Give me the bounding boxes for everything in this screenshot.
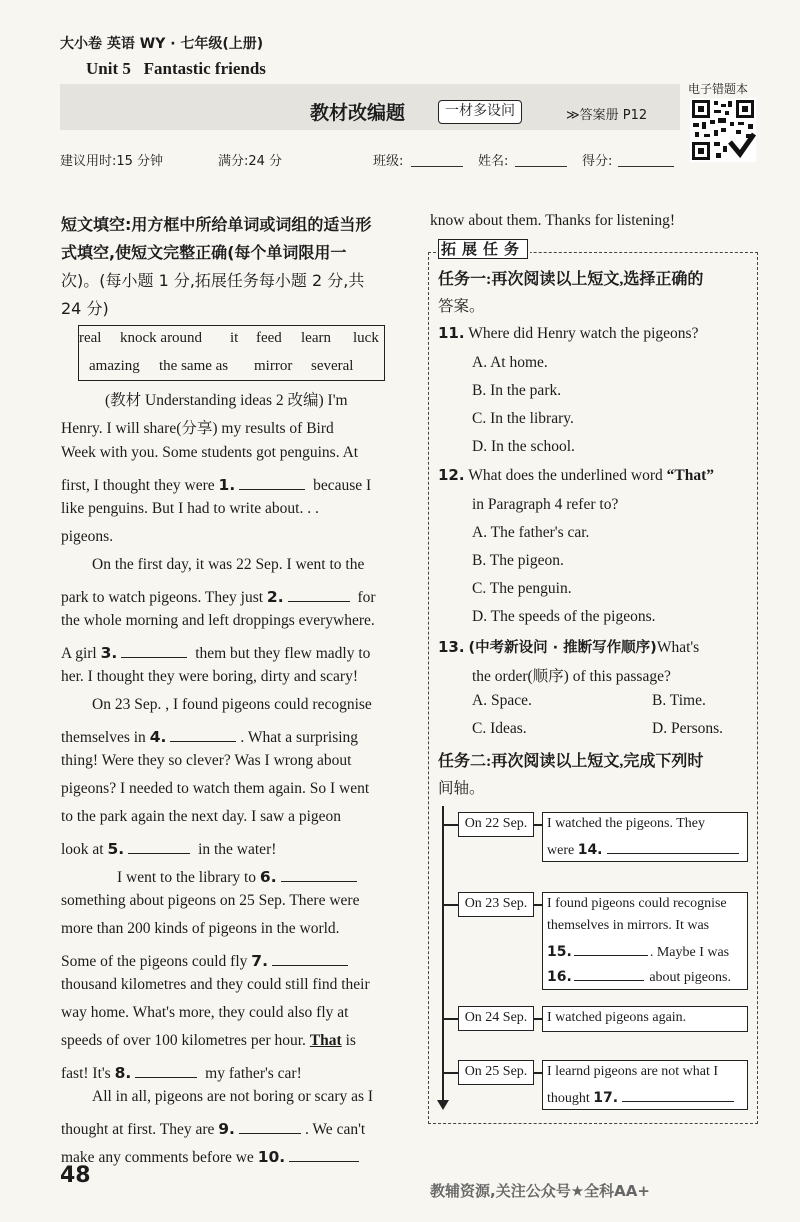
passage-line: more than 200 kinds of pigeons in the world.: [61, 920, 340, 937]
blank-10[interactable]: [289, 1144, 359, 1162]
underlined-word-that: That: [309, 1032, 342, 1049]
option-12-b[interactable]: B. The pigeon.: [472, 552, 564, 569]
passage-line: All in all, pigeons are not boring or scary as I: [92, 1088, 374, 1105]
passage-line: park to watch pigeons. They just 2. for: [61, 584, 376, 607]
timeline-date-23: On 23 Sep.: [458, 892, 534, 917]
timeline-connector: [534, 824, 542, 826]
instruction-line: 次)。(每小题 1 分,拓展任务每小题 2 分,共: [61, 271, 365, 290]
blank-7[interactable]: [272, 948, 348, 966]
word-item: mirror: [254, 358, 293, 374]
passage-line: I went to the library to 6.: [117, 864, 361, 887]
class-field[interactable]: [411, 166, 463, 167]
instruction-line: 式填空,使短文完整正确(每个单词限用一: [61, 243, 347, 262]
passage-line: to the park again the next day. I saw a pigeon: [61, 808, 342, 825]
unit-title: Fantastic friends: [143, 59, 266, 78]
blank-9[interactable]: [239, 1116, 301, 1134]
timeline-axis: [442, 806, 444, 1106]
passage-line: fast! It's 8. my father's car!: [61, 1060, 302, 1083]
blank-2[interactable]: [288, 584, 350, 602]
timeline-text: I learnd pigeons are not what I: [547, 1064, 719, 1079]
blank-1[interactable]: [239, 472, 305, 490]
passage-line: speeds of over 100 kilometres per hour. That is: [61, 1032, 356, 1049]
timeline-connector: [534, 904, 542, 906]
unit-label: [86, 59, 266, 79]
passage-line: look at 5. in the water!: [61, 836, 276, 859]
timeline-text: themselves in mirrors. It was: [547, 918, 710, 933]
timeline-text: I watched the pigeons. They: [547, 816, 705, 831]
timeline-entry-23: [542, 892, 748, 990]
word-item: real: [79, 330, 102, 346]
passage-line: pigeons.: [61, 528, 114, 545]
passage-line: themselves in 4. . What a surprising: [61, 724, 358, 747]
timeline-tick: [443, 824, 459, 826]
option-13-c[interactable]: C. Ideas.: [472, 720, 527, 737]
passage-line: know about them. Thanks for listening!: [430, 212, 676, 229]
timeline-date-24: On 24 Sep.: [458, 1006, 534, 1031]
option-13-a[interactable]: A. Space.: [472, 692, 532, 709]
passage-line: A girl 3. them but they flew madly to: [61, 640, 370, 663]
score-field-label: 得分:: [582, 154, 613, 169]
class-field-label: 班级:: [373, 154, 404, 169]
section-tag: 一材多设问: [438, 100, 522, 124]
blank-16[interactable]: [574, 967, 644, 981]
name-field[interactable]: [515, 166, 567, 167]
question-13-cont: the order(顺序) of this passage?: [472, 668, 671, 685]
page-number: 48: [60, 1163, 91, 1188]
book-series: 大小卷 英语 WY · 七年级(上册): [60, 36, 264, 52]
meta-row: [60, 150, 680, 170]
word-item: luck: [353, 330, 379, 346]
word-item: several: [311, 358, 354, 374]
timeline-entry-24: [542, 1006, 748, 1032]
option-13-b[interactable]: B. Time.: [652, 692, 706, 709]
passage-line: first, I thought they were 1. because I: [61, 472, 371, 495]
option-12-a[interactable]: A. The father's car.: [472, 524, 590, 541]
word-item: amazing: [89, 358, 140, 374]
timeline-connector: [534, 1018, 542, 1020]
passage-line: like penguins. But I had to write about. . .: [61, 500, 319, 517]
option-11-c[interactable]: C. In the library.: [472, 410, 574, 427]
timeline-text: I watched pigeons again.: [547, 1010, 687, 1025]
blank-4[interactable]: [170, 724, 236, 742]
qr-code-icon[interactable]: [690, 98, 756, 162]
unit-number: Unit 5: [86, 59, 131, 78]
instructions: [61, 211, 371, 323]
timeline-text: I found pigeons could recognise: [547, 896, 727, 911]
word-item: the same as: [159, 358, 229, 374]
question-11: 11. Where did Henry watch the pigeons?: [438, 324, 699, 342]
task1-title: 任务一:再次阅读以上短文,选择正确的: [438, 271, 704, 288]
blank-17[interactable]: [622, 1088, 734, 1102]
question-13: 13. (中考新设问 · 推断写作顺序)What's: [438, 638, 700, 656]
blank-14[interactable]: [607, 840, 739, 854]
passage-line: On 23 Sep. , I found pigeons could recognise: [92, 696, 372, 713]
passage-line: thought at first. They are 9. . We can't: [61, 1116, 365, 1139]
timeline-entry-22: [542, 812, 748, 862]
timeline-arrow-icon: [437, 1100, 449, 1110]
timeline-tick: [443, 1072, 459, 1074]
option-12-d[interactable]: D. The speeds of the pigeons.: [472, 608, 656, 625]
blank-6[interactable]: [281, 864, 357, 882]
task1-title-cont: 答案。: [438, 297, 485, 315]
word-bank: [78, 325, 385, 381]
passage-line: (教材 Understanding ideas 2 改编) I'm: [105, 392, 348, 409]
passage-line: her. I thought they were boring, dirty and scary!: [61, 668, 358, 685]
word-item: learn: [301, 330, 331, 346]
option-11-b[interactable]: B. In the park.: [472, 382, 562, 399]
task2-title: 任务二:再次阅读以上短文,完成下列时: [438, 753, 704, 770]
timeline-text: thought 17.: [547, 1088, 738, 1107]
option-13-d[interactable]: D. Persons.: [652, 720, 724, 737]
option-11-a[interactable]: A. At home.: [472, 354, 548, 371]
passage-line: Some of the pigeons could fly 7.: [61, 948, 352, 971]
answer-ref[interactable]: ≫答案册 P12: [566, 108, 648, 123]
word-item: it: [230, 330, 239, 346]
instruction-line: 短文填空:用方框中所给单词或词组的适当形: [61, 215, 372, 234]
passage-line: something about pigeons on 25 Sep. There were: [61, 892, 360, 909]
blank-3[interactable]: [121, 640, 187, 658]
task2-title-cont: 间轴。: [438, 779, 485, 797]
timeline-tick: [443, 1018, 459, 1020]
full-score: 满分:24 分: [218, 154, 283, 169]
passage-line: way home. What's more, they could also fly at: [61, 1004, 349, 1021]
promo-text: 教辅资源,关注公众号★全科AA+: [430, 1182, 650, 1200]
blank-5[interactable]: [128, 836, 190, 854]
name-field-label: 姓名:: [478, 154, 509, 169]
instruction-line: 24 分): [61, 299, 109, 318]
timeline-text: 16. about pigeons.: [547, 969, 731, 985]
question-12: 12. What does the underlined word “That”: [438, 466, 714, 484]
timeline-tick: [443, 904, 459, 906]
passage-line: Henry. I will share(分享) my results of Bird: [61, 420, 334, 437]
timeline-text: were 14.: [547, 840, 743, 859]
timeline-entry-25: [542, 1060, 748, 1110]
blank-8[interactable]: [135, 1060, 197, 1078]
section-title: 教材改编题: [310, 102, 406, 124]
timeline-date-25: On 25 Sep.: [458, 1060, 534, 1085]
option-12-c[interactable]: C. The penguin.: [472, 580, 572, 597]
timeline-text: 15. . Maybe I was: [547, 944, 730, 960]
passage-line: the whole morning and left droppings everywhere.: [61, 612, 375, 629]
option-11-d[interactable]: D. In the school.: [472, 438, 575, 455]
wrongbook-label: 电子错题本: [688, 82, 749, 96]
extension-label: 拓展任务: [436, 238, 530, 259]
word-item: feed: [256, 330, 282, 346]
passage-line: thing! Were they so clever? Was I wrong about: [61, 752, 352, 769]
passage-line: Week with you. Some students got penguins. At: [61, 444, 359, 461]
time-limit: 建议用时:15 分钟: [60, 154, 164, 169]
passage-line: pigeons? I needed to watch them again. So I went: [61, 780, 370, 797]
blank-15[interactable]: [574, 942, 648, 956]
question-12-cont: in Paragraph 4 refer to?: [472, 496, 619, 513]
word-item: knock around: [120, 330, 203, 346]
timeline-connector: [534, 1072, 542, 1074]
passage-line: make any comments before we 10.: [61, 1144, 363, 1167]
passage-line: On the first day, it was 22 Sep. I went to the: [92, 556, 365, 573]
timeline-date-22: On 22 Sep.: [458, 812, 534, 837]
passage-line: thousand kilometres and they could still find their: [61, 976, 370, 993]
score-field[interactable]: [618, 166, 674, 167]
